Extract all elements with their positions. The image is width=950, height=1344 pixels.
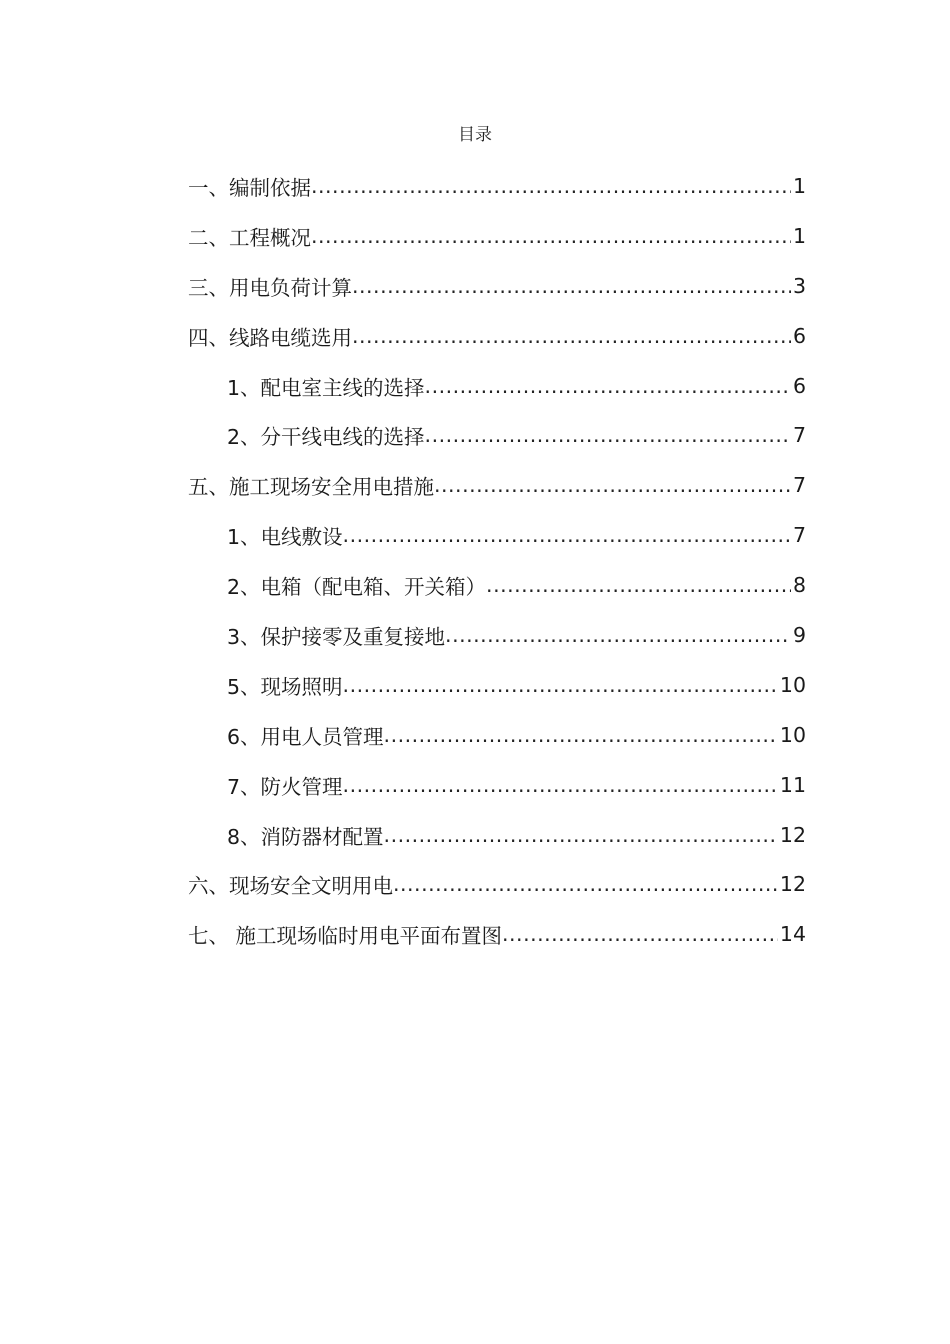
toc-entry-label: 七、 施工现场临时用电平面布置图 [188,924,503,949]
page-title: 目录 [458,125,492,145]
toc-leader-dots [311,174,791,198]
toc-entry-label: 二、工程概况 [188,225,311,250]
toc-leader-dots [352,324,791,348]
toc-entry-label: 三、用电负荷计算 [188,275,352,300]
toc-leader-dots [502,922,778,946]
toc-entry-page: 1 [792,223,806,248]
toc-subentry[interactable] [188,510,806,560]
toc-subentry[interactable] [188,560,806,610]
toc-entry-label: 7、防火管理 [227,774,343,799]
toc-entry-label: 8、消防器材配置 [227,824,384,849]
toc-subentry[interactable] [188,410,806,460]
toc-leader-dots [445,623,791,647]
toc-entry-page: 9 [792,622,806,647]
toc-leader-dots [434,473,791,497]
toc-entry[interactable] [188,859,806,909]
toc-leader-dots [384,723,778,747]
toc-entry-label: 2、分干线电线的选择 [227,425,425,450]
table-of-contents [188,161,806,959]
toc-leader-dots [425,374,791,398]
toc-subentry[interactable] [188,610,806,660]
toc-entry-label: 四、线路电缆选用 [188,325,352,350]
toc-entry[interactable] [188,460,806,510]
toc-entry-page: 8 [792,573,806,598]
toc-entry-page: 7 [792,523,806,548]
toc-entry-page: 11 [779,772,806,797]
toc-entry[interactable] [188,261,806,311]
toc-entry-label: 1、电线敷设 [227,525,343,550]
toc-entry[interactable] [188,311,806,361]
toc-entry-page: 3 [792,273,806,298]
toc-entry[interactable] [188,211,806,261]
toc-entry-page: 6 [792,373,806,398]
toc-entry-label: 2、电箱（配电箱、开关箱） [227,575,487,600]
toc-subentry[interactable] [188,760,806,810]
toc-entry-page: 7 [792,423,806,448]
toc-subentry[interactable] [188,660,806,710]
toc-entry-page: 10 [779,722,806,747]
toc-entry-label: 6、用电人员管理 [227,724,384,749]
toc-leader-dots [343,773,778,797]
toc-entry-page: 10 [779,672,806,697]
toc-entry-page: 12 [779,822,806,847]
toc-leader-dots [384,823,778,847]
toc-entry[interactable] [188,161,806,211]
toc-entry-label: 5、现场照明 [227,674,343,699]
toc-leader-dots [343,523,791,547]
toc-leader-dots [393,872,778,896]
toc-leader-dots [486,573,791,597]
toc-leader-dots [425,423,791,447]
toc-entry-page: 1 [792,173,806,198]
toc-entry-label: 3、保护接零及重复接地 [227,624,446,649]
toc-subentry[interactable] [188,710,806,760]
toc-leader-dots [352,274,791,298]
toc-entry-label: 1、配电室主线的选择 [227,375,425,400]
toc-entry-label: 一、编制依据 [188,175,311,200]
toc-entry[interactable] [188,909,806,959]
toc-leader-dots [311,224,791,248]
toc-entry-page: 7 [792,473,806,498]
toc-entry-label: 五、施工现场安全用电措施 [188,475,434,500]
toc-leader-dots [343,673,778,697]
toc-entry-page: 6 [792,323,806,348]
toc-entry-label: 六、现场安全文明用电 [188,874,393,899]
toc-subentry[interactable] [188,810,806,860]
toc-subentry[interactable] [188,361,806,411]
toc-entry-page: 12 [779,872,806,897]
toc-entry-page: 14 [779,922,806,947]
